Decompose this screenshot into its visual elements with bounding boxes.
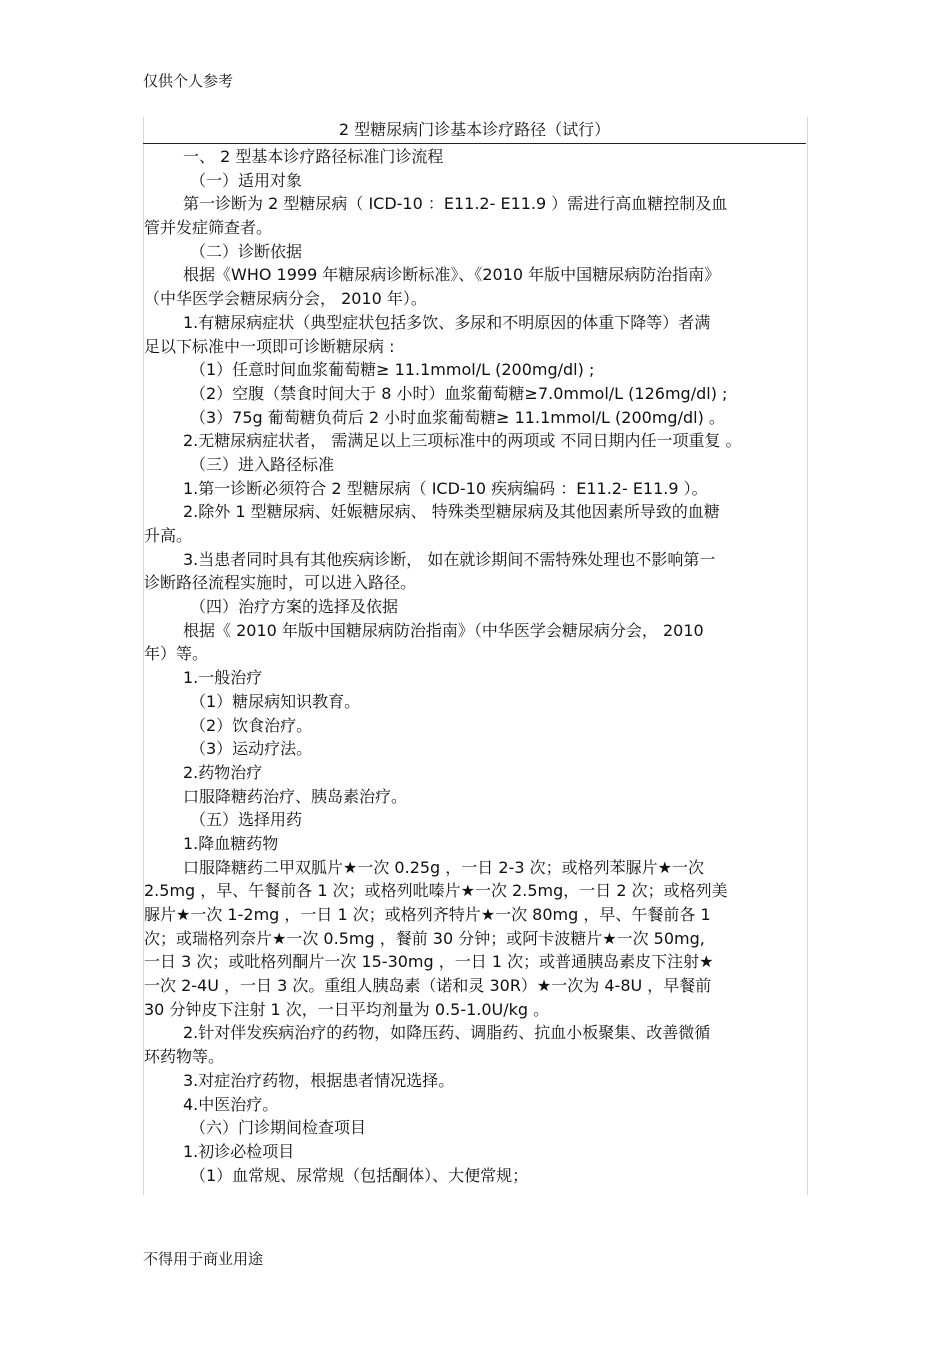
text-line: 足以下标准中一项即可诊断糖尿病 :: [144, 336, 395, 356]
text-line: （四）治疗方案的选择及依据: [190, 597, 399, 617]
text-line: 脲片★一次 1-2mg ，一日 1 次；或格列齐特片★一次 80mg ，早、午餐前各 1: [144, 905, 711, 924]
text-line: 年）等。: [144, 644, 209, 664]
text-line: 一、 2 型基本诊疗路径标准门诊流程: [183, 147, 444, 166]
text-line: 次；或瑞格列奈片★一次 0.5mg ，餐前 30 分钟；或阿卡波糖片★一次 50mg,: [144, 928, 705, 948]
title-underline: [143, 143, 806, 144]
text-line: 4.中医治疗。: [183, 1094, 279, 1114]
text-line: 2.无糖尿病症状者， 需满足以上三项标准中的两项或 不同日期内任一项重复 。: [183, 431, 742, 451]
text-line: （五）选择用药: [190, 810, 303, 830]
text-line: （一）适用对象: [190, 170, 303, 190]
text-line: （1）血常规、尿常规（包括酮体）、大便常规；: [190, 1165, 529, 1185]
header-note: 仅供个人参考: [143, 72, 234, 90]
document-title: 2 型糖尿病门诊基本诊疗路径（试行）: [338, 120, 611, 139]
text-line: 1.降血糖药物: [183, 833, 279, 853]
text-line: （3）75g 葡萄糖负荷后 2 小时血浆葡萄糖≥ 11.1mmol/L (200mg/dl) 。: [190, 407, 725, 427]
text-line: 管并发症筛查者。: [144, 218, 273, 238]
text-line: 根据《WHO 1999 年糖尿病诊断标准》、《2010 年版中国糖尿病防治指南》: [183, 265, 721, 285]
text-line: 1.第一诊断必须符合 2 型糖尿病（ ICD-10 疾病编码 ：E11.2- E11.9 ）。: [183, 478, 708, 498]
text-line: （2）空腹（禁食时间大于 8 小时）血浆葡萄糖≥7.0mmol/L (126mg/dl) ;: [190, 383, 728, 403]
text-line: 2.药物治疗: [183, 762, 263, 782]
text-line: 30 分钟皮下注射 1 次，一日平均剂量为 0.5-1.0U/kg 。: [144, 999, 550, 1019]
text-line: 3.对症治疗药物，根据患者情况选择。: [183, 1070, 455, 1090]
text-line: 2.针对伴发疾病治疗的药物，如降压药、调脂药、抗血小板聚集、改善微循: [183, 1023, 711, 1043]
text-line: 一次 2-4U ，一日 3 次。重组人胰岛素（诺和灵 30R）★一次为 4-8U ，早餐前: [144, 976, 712, 996]
text-line: （中华医学会糖尿病分会， 2010 年）。: [144, 289, 427, 309]
document-body: [144, 145, 794, 1187]
text-line: 诊断路径流程实施时，可以进入路径。: [144, 573, 417, 593]
text-line: 1.初诊必检项目: [183, 1141, 295, 1161]
text-line: （二）诊断依据: [190, 241, 303, 261]
text-line: 环药物等。: [144, 1047, 225, 1067]
text-line: （三）进入路径标准: [190, 454, 335, 474]
text-line: 升高。: [144, 526, 193, 545]
text-line: （六）门诊期间检查项目: [190, 1118, 367, 1138]
text-line: 一日 3 次；或吡格列酮片一次 15-30mg ，一日 1 次；或普通胰岛素皮下注射★: [144, 952, 714, 972]
text-line: 口服降糖药二甲双胍片★一次 0.25g ，一日 2-3 次；或格列苯脲片★一次: [183, 857, 704, 877]
text-line: 3.当患者同时具有其他疾病诊断， 如在就诊期间不需特殊处理也不影响第一: [183, 549, 716, 569]
text-line: 1.一般治疗: [183, 668, 263, 688]
footer-note: 不得用于商业用途: [143, 1250, 264, 1268]
text-line: 2.5mg ，早、午餐前各 1 次；或格列吡嗪片★一次 2.5mg，一日 2 次；或格列美: [144, 881, 728, 901]
text-line: （3）运动疗法。: [190, 739, 313, 759]
text-line: （1）任意时间血浆葡萄糖≥ 11.1mmol/L (200mg/dl) ;: [190, 360, 595, 380]
text-line: （2）饮食治疗。: [190, 715, 313, 735]
text-line: 第一诊断为 2 型糖尿病（ ICD-10 ：E11.2- E11.9 ）需进行高血糖控制及血: [183, 194, 728, 214]
text-line: 2.除外 1 型糖尿病、妊娠糖尿病、 特殊类型糖尿病及其他因素所导致的血糖: [183, 502, 720, 522]
text-line: 1.有糖尿病症状（典型症状包括多饮、多尿和不明原因的体重下降等）者满: [183, 312, 711, 332]
text-line: 根据《 2010 年版中国糖尿病防治指南》（中华医学会糖尿病分会， 2010: [183, 620, 704, 640]
text-line: 口服降糖药治疗、胰岛素治疗。: [183, 786, 408, 806]
text-line: （1）糖尿病知识教育。: [190, 691, 361, 711]
